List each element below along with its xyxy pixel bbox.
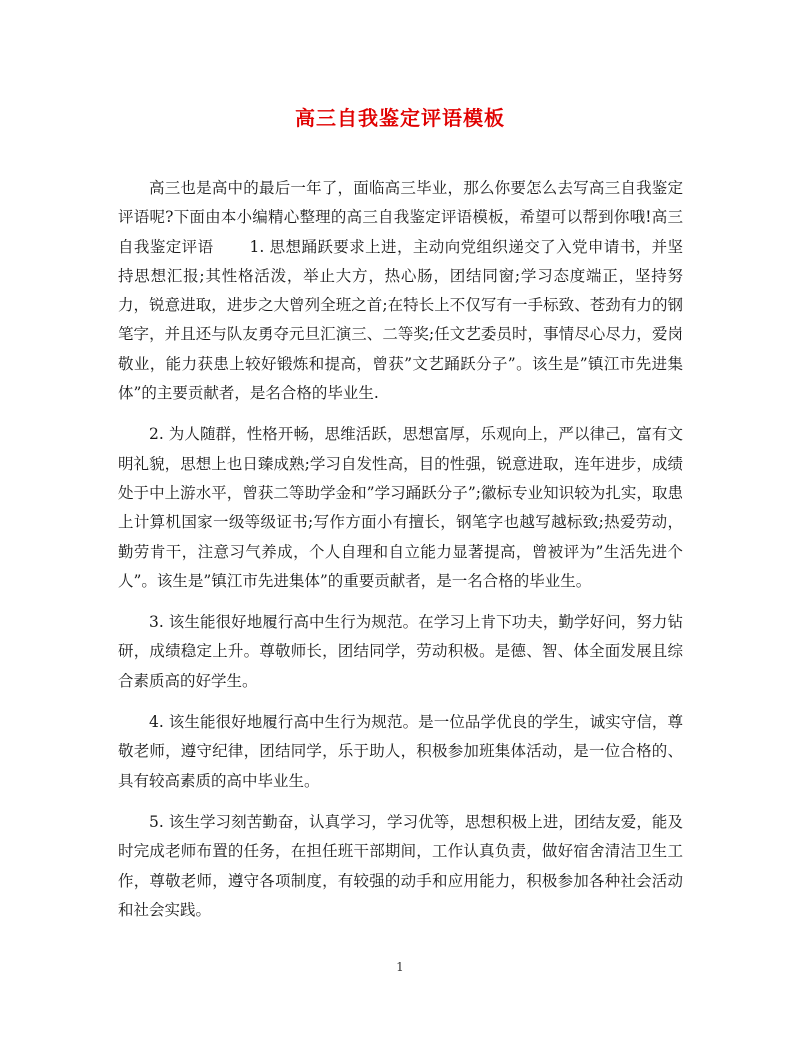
document-body: [118, 174, 683, 925]
item-4-paragraph: 4. 该生能很好地履行高中生行为规范。是一位品学优良的学生，诚实守信，尊敬老师，遵守纪律，团结同学，乐于助人，积极参加班集体活动，是一位合格的、具有较高素质的高中毕业生。: [118, 713, 683, 790]
intro-paragraph: [118, 174, 683, 408]
item-3-paragraph: 3. 该生能很好地履行高中生行为规范。在学习上肯下功夫，勤学好问，努力钻研，成绩稳定上升。尊敬师长，团结同学，劳动积极。是德、智、体全面发展且综合素质高的好学生。: [118, 613, 683, 690]
page-number: 1: [396, 960, 404, 974]
item-5-paragraph: 5. 该生学习刻苦勤奋，认真学习，学习优等，思想积极上进，团结友爱，能及时完成老师布置的任务，在担任班干部期间，工作认真负责，做好宿舍清洁卫生工作，尊敬老师，遵守各项制度，有较强的动手和应用能力，积极参加各种社会活动和社会实践。: [118, 812, 683, 919]
section-heading: 高三自我鉴定评语: [118, 208, 683, 256]
intro-text: 高三也是高中的最后一年了，面临高三毕业，那么你要怎么去写高三自我鉴定评语呢?下面由本小编精心整理的高三自我鉴定评语模板，希望可以帮到你哦!: [118, 179, 683, 227]
document-title: 高三自我鉴定评语模板: [295, 106, 505, 130]
item-2-paragraph: 2. 为人随群，性格开畅，思维活跃，思想富厚，乐观向上，严以律己，富有文明礼貌，思想上也日臻成熟;学习自发性高，目的性强，锐意进取，连年进步，成绩处于中上游水平，曾获二等助学金和”学习踊跃分子”;徽标专业知识较为扎实，取患上计算机国家一级等级证书;写作方面小有擅长，钢笔字也越写越标致;热爱劳动，勤劳肯干，注意习气养成，个人自理和自立能力显著提高，曾被评为”生活先进个人”。该生是”镇江市先进集体”的重要贡献者，是一名合格的毕业生。: [118, 425, 683, 590]
item-1-text: 1. 思想踊跃要求上进，主动向党组织递交了入党申请书，并坚持思想汇报;其性格活泼，举止大方，热心肠，团结同窗;学习态度端正，坚持努力，锐意进取，进步之大曾列全班之首;在特长上不仅写有一手标致、苍劲有力的钢笔字，并且还与队友勇夺元旦汇演三、二等奖;任文艺委员时，事情尽心尽力，爱岗敬业，能力获患上较好锻炼和提高，曾获”文艺踊跃分子”。该生是”镇江市先进集体”的主要贡献者，是名合格的毕业生.: [118, 237, 683, 403]
